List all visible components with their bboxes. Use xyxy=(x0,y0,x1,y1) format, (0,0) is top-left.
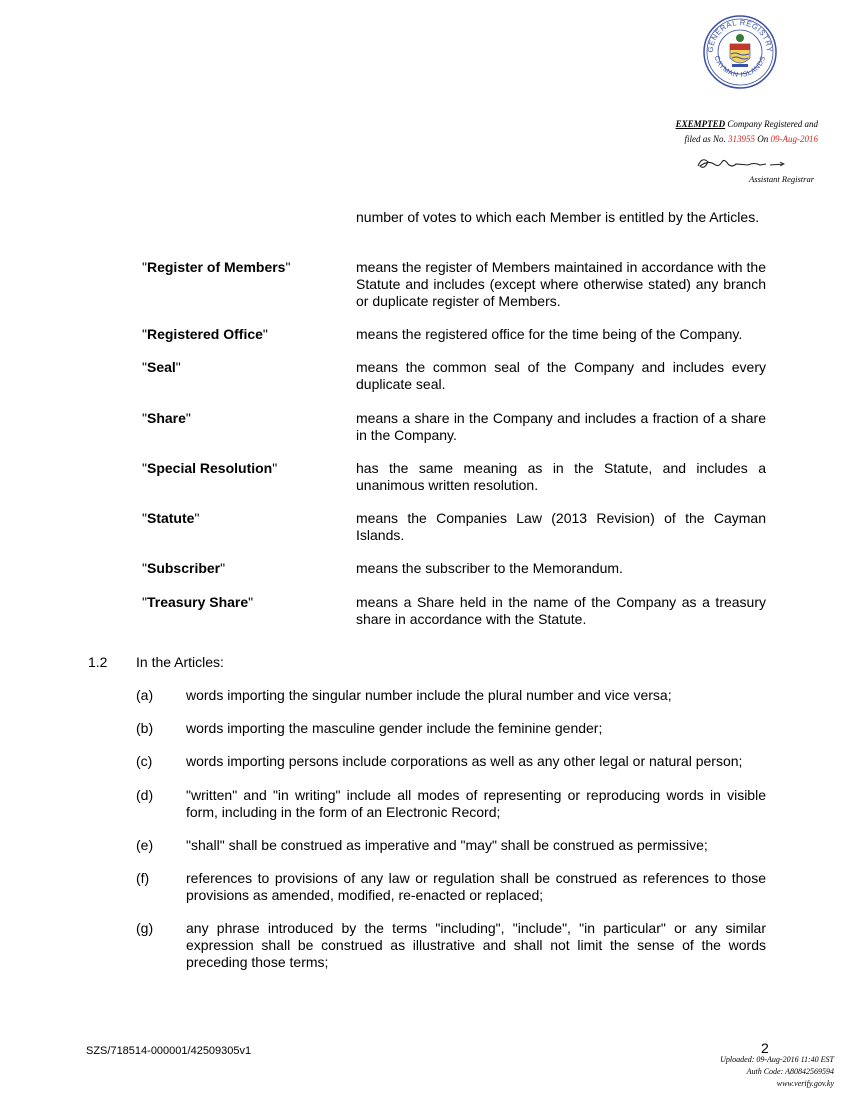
filed-date: 09-Aug-2016 xyxy=(770,134,818,144)
assistant-registrar-label: Assistant Registrar xyxy=(749,174,814,184)
item-text: words importing the masculine gender include the feminine gender; xyxy=(186,720,603,736)
definition-meaning: means the registered office for the time being of the Company. xyxy=(356,326,743,342)
registrar-signature xyxy=(694,152,786,174)
definition-meaning: means the common seal of the Company and includes every duplicate seal. xyxy=(356,359,766,392)
seal-bottom-text: CAYMAN ISLANDS xyxy=(712,54,768,79)
item-label: (c) xyxy=(136,753,153,769)
definition-term: "Special Resolution" xyxy=(142,460,278,476)
filed-as-label: filed as No. xyxy=(684,134,726,144)
definition-term: "Registered Office" xyxy=(142,326,268,342)
filed-number: 313955 xyxy=(728,134,755,144)
item-label: (a) xyxy=(136,687,154,703)
definition-meaning: means a share in the Company and includes a fraction of a share in the Company. xyxy=(356,410,766,443)
item-text: references to provisions of any law or regulation shall be construed as references to those provisions as amended, modified, re-enacted or replaced; xyxy=(186,870,766,903)
registration-stamp xyxy=(618,117,818,147)
item-label: (g) xyxy=(136,920,154,936)
page-number: 2 xyxy=(761,1040,769,1056)
item-label: (d) xyxy=(136,787,154,803)
definition-meaning: has the same meaning as in the Statute, and includes a unanimous written resolution. xyxy=(356,460,766,493)
section-heading: In the Articles: xyxy=(136,654,224,670)
definition-term: "Statute" xyxy=(142,510,200,526)
definition-meaning: means the Companies Law (2013 Revision) of the Cayman Islands. xyxy=(356,510,766,543)
definition-term: "Seal" xyxy=(142,359,181,375)
uploaded-timestamp: Uploaded: 09-Aug-2016 11:40 EST xyxy=(720,1055,834,1064)
seal-top-text: GENERAL REGISTRY xyxy=(705,17,775,53)
item-text: words importing the singular number include the plural number and vice versa; xyxy=(186,687,672,703)
item-label: (f) xyxy=(136,870,150,886)
general-registry-seal xyxy=(702,14,778,114)
item-text: words importing persons include corporations as well as any other legal or natural person; xyxy=(186,753,743,769)
verify-website: www.verify.gov.ky xyxy=(776,1079,834,1088)
item-label: (e) xyxy=(136,837,154,853)
registered-label: Company Registered and xyxy=(727,119,818,129)
document-reference: SZS/718514-000001/42509305v1 xyxy=(86,1045,252,1057)
definition-meaning: means the subscriber to the Memorandum. xyxy=(356,560,623,576)
on-label: On xyxy=(757,134,769,144)
definition-term: "Subscriber" xyxy=(142,560,226,576)
item-text: "written" and "in writing" include all modes of representing or reproducing words in visible form, including in the form of an Electronic Record; xyxy=(186,787,766,820)
upload-info xyxy=(614,1054,834,1090)
definition-meaning: number of votes to which each Member is entitled by the Articles. xyxy=(356,209,760,225)
definition-term: "Share" xyxy=(142,410,191,426)
definition-term: "Register of Members" xyxy=(142,259,291,275)
exempted-label: EXEMPTED xyxy=(675,119,726,129)
definition-meaning: means a Share held in the name of the Company as a treasury share in accordance with the Statute. xyxy=(356,594,766,627)
definition-term: "Treasury Share" xyxy=(142,594,254,610)
item-text: any phrase introduced by the terms "including", "include", "in particular" or any similar expression shall be construed as illustrative and shall not limit the sense of the words preceding those terms; xyxy=(186,920,766,970)
item-text: "shall" shall be construed as imperative and "may" shall be construed as permissive; xyxy=(186,837,708,853)
item-label: (b) xyxy=(136,720,154,736)
definition-meaning: means the register of Members maintained in accordance with the Statute and includes (except where otherwise stated) any branch or duplicate register of Members. xyxy=(356,259,766,309)
auth-code: Auth Code: A80842569594 xyxy=(746,1067,834,1076)
section-number: 1.2 xyxy=(88,654,108,670)
